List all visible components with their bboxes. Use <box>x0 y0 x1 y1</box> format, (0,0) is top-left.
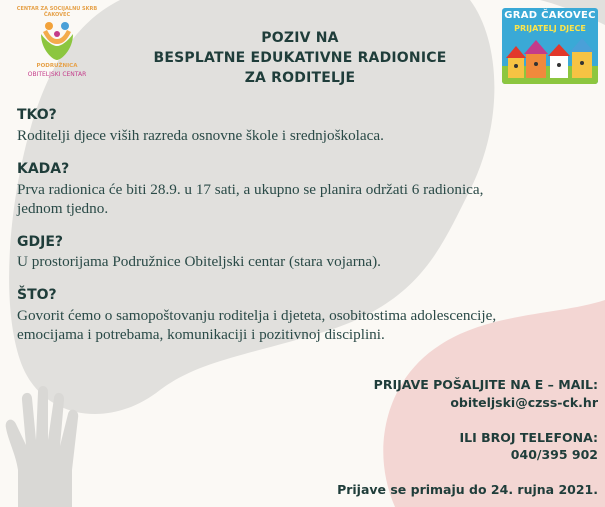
section-heading-sto: ŠTO? <box>17 287 57 303</box>
title-line: ZA RODITELJE <box>244 70 356 86</box>
city-logo-line1: GRAD ČAKOVEC <box>504 10 596 21</box>
text-line: emocijama i potrebama, komunikaciji i pozitivnoj disciplini. <box>17 326 385 343</box>
section-text-gdje <box>17 252 381 271</box>
page-title <box>150 28 450 88</box>
houses-illustration-icon <box>502 36 598 84</box>
section-text-kada <box>17 180 483 218</box>
text-line: Govorit ćemo o samopoštovanju roditelja i djeteta, osobitostima adolescencije, <box>17 307 497 324</box>
branch-label: PODRUŽNICA <box>36 63 78 69</box>
title-line: POZIV NA <box>261 30 339 46</box>
text-line: Roditelji djece viših razreda osnovne škole i srednjoškolaca. <box>17 127 384 144</box>
org-name-line: ČAKOVEC <box>43 12 71 18</box>
section-heading-kada: KADA? <box>17 161 70 177</box>
phone-label: ILI BROJ TELEFONA: <box>459 430 598 445</box>
email-address[interactable]: obiteljski@czss-ck.hr <box>450 395 598 410</box>
center-logo <box>14 6 100 84</box>
center-label: OBITELJSKI CENTAR <box>27 71 87 78</box>
section-heading-tko: TKO? <box>17 107 57 123</box>
section-heading-gdje: GDJE? <box>17 234 64 250</box>
family-logo-icon <box>37 20 77 62</box>
text-line: Prva radionica će biti 28.9. u 17 sati, a ukupno se planira održati 6 radionica, <box>17 181 484 198</box>
phone-number[interactable]: 040/395 902 <box>510 447 598 462</box>
email-label: PRIJAVE POŠALJITE NA E – MAIL: <box>373 377 598 392</box>
section-text-sto <box>17 306 496 344</box>
text-line: jednom tjedno. <box>17 200 109 217</box>
section-text-tko <box>17 126 384 145</box>
text-line: U prostorijama Podružnice Obiteljski centar (stara vojarna). <box>17 253 381 270</box>
title-line: BESPLATNE EDUKATIVNE RADIONICE <box>153 50 447 66</box>
city-logo <box>502 8 598 84</box>
deadline-text: Prijave se primaju do 24. rujna 2021. <box>337 482 598 497</box>
org-name <box>14 6 100 18</box>
org-name-line: CENTAR ZA SOCIJALNU SKRB <box>16 6 98 12</box>
city-logo-line2: PRIJATELJ DJECE <box>514 24 586 33</box>
